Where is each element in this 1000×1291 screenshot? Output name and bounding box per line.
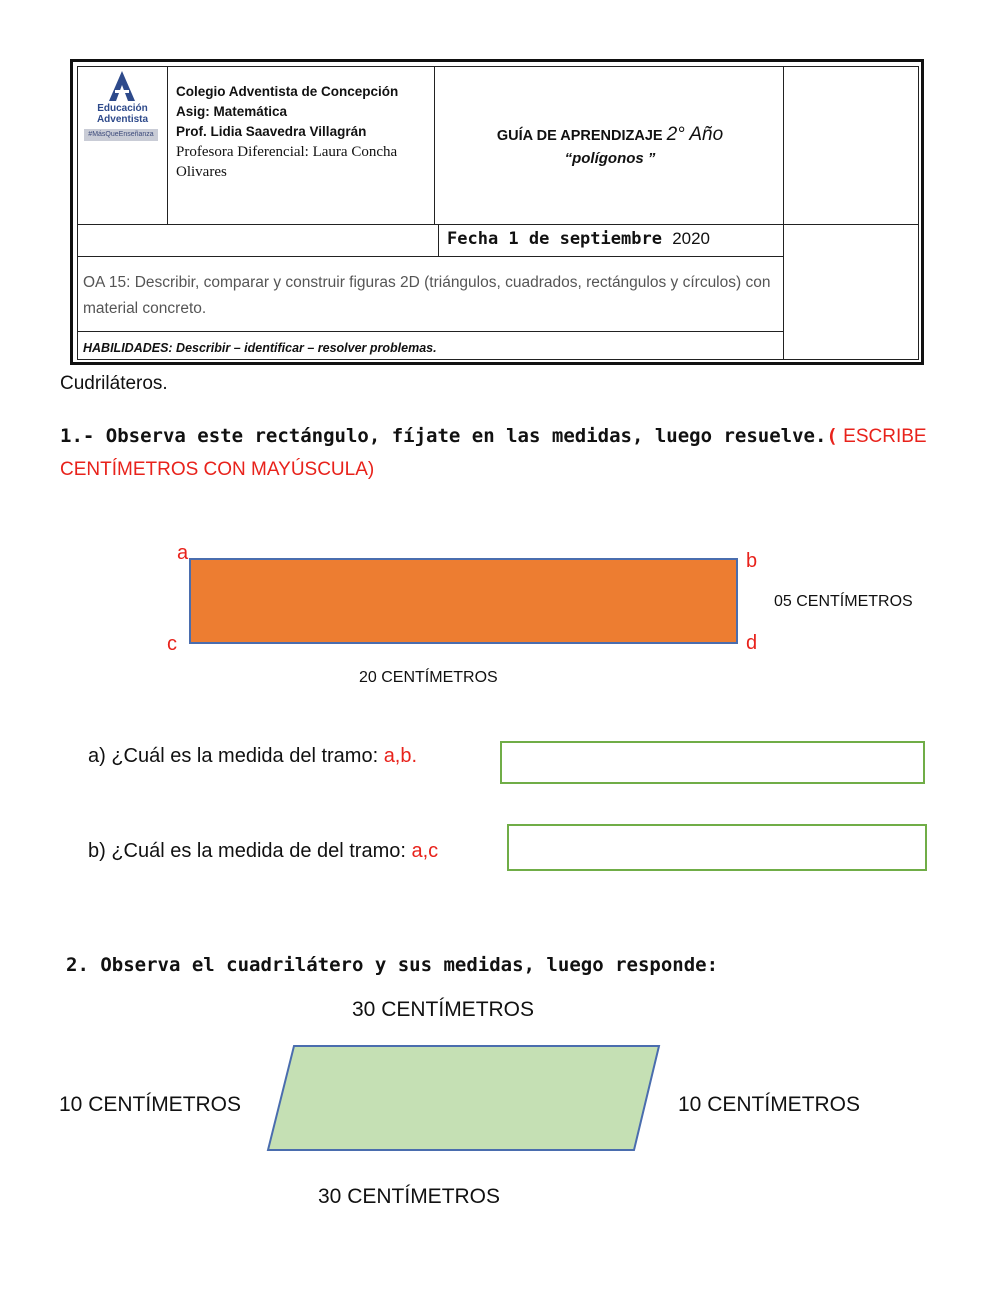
width-label: 20 CENTÍMETROS: [359, 669, 498, 686]
divider: [77, 66, 78, 360]
divider: [434, 66, 435, 224]
grade: 2° Año: [666, 124, 724, 145]
date-label: Fecha 1 de septiembre: [447, 229, 662, 249]
skills: HABILIDADES: Describir – identificar – resolver problemas.: [83, 341, 437, 355]
subject: Asig: Matemática: [176, 104, 288, 119]
question-2: 2. Observa el cuadrilátero y sus medidas, luego responde:: [66, 954, 719, 976]
diff-teacher: Profesora Diferencial: Laura Concha Olivares: [176, 144, 398, 180]
divider: [77, 256, 783, 257]
school-info: [176, 82, 428, 182]
rectangle-figure: [189, 558, 738, 644]
question-b: [88, 840, 438, 863]
divider: [77, 224, 919, 225]
question-a: [88, 745, 417, 768]
teacher: Prof. Lidia Saavedra Villagrán: [176, 124, 367, 139]
guide-title: [440, 124, 780, 146]
height-label: 05 CENTÍMETROS: [774, 593, 913, 610]
school-logo: [80, 67, 165, 222]
date-year: 2020: [672, 229, 711, 248]
vertex-a: a: [177, 542, 189, 564]
segment-ac: a,c: [411, 840, 439, 862]
divider: [77, 66, 919, 67]
divider: [918, 66, 919, 360]
section-title: Cudriláteros.: [60, 373, 168, 394]
learning-objective: OA 15: Describir, comparar y construir figuras 2D (triángulos, cuadrados, rectángulos y círculos) con material concreto.: [83, 274, 771, 317]
divider: [438, 224, 439, 256]
date: [447, 229, 710, 249]
logo-text: Adventista: [96, 114, 149, 125]
logo-tagline: #MásQueEnseñanza: [84, 129, 158, 141]
question-a-text: a) ¿Cuál es la medida del tramo:: [88, 745, 384, 767]
answer-b-input[interactable]: [507, 824, 927, 871]
school-name: Colegio Adventista de Concepción: [176, 84, 399, 99]
answer-a-input[interactable]: [500, 741, 925, 784]
segment-ab: a,b.: [383, 745, 418, 767]
guide-title-text: GUÍA DE APRENDIZAJE: [496, 128, 663, 144]
question-1-text: 1.- Observa este rectángulo, fíjate en las medidas, luego resuelve.: [60, 425, 827, 447]
right-side-label: 10 CENTÍMETROS: [678, 1093, 861, 1116]
question-1: [60, 420, 932, 486]
divider: [77, 359, 919, 360]
divider: [167, 66, 168, 224]
bottom-side-label: 30 CENTÍMETROS: [318, 1185, 501, 1208]
parallelogram-figure: [266, 1044, 662, 1152]
divider: [783, 66, 784, 360]
question-b-text: b) ¿Cuál es la medida de del tramo:: [88, 840, 412, 862]
vertex-b: b: [746, 550, 758, 572]
vertex-d: d: [746, 632, 758, 654]
vertex-c: c: [167, 633, 177, 655]
question-1-instruction: ESCRIBE CENTÍMETROS CON MAYÚSCULA): [60, 426, 927, 480]
guide-topic: “polígonos ”: [564, 150, 656, 167]
question-1-paren: (: [826, 425, 838, 447]
divider: [77, 331, 783, 332]
left-side-label: 10 CENTÍMETROS: [59, 1093, 242, 1116]
logo-a-icon: [109, 71, 135, 101]
logo-text: Educación: [97, 103, 148, 114]
top-side-label: 30 CENTÍMETROS: [352, 998, 535, 1021]
